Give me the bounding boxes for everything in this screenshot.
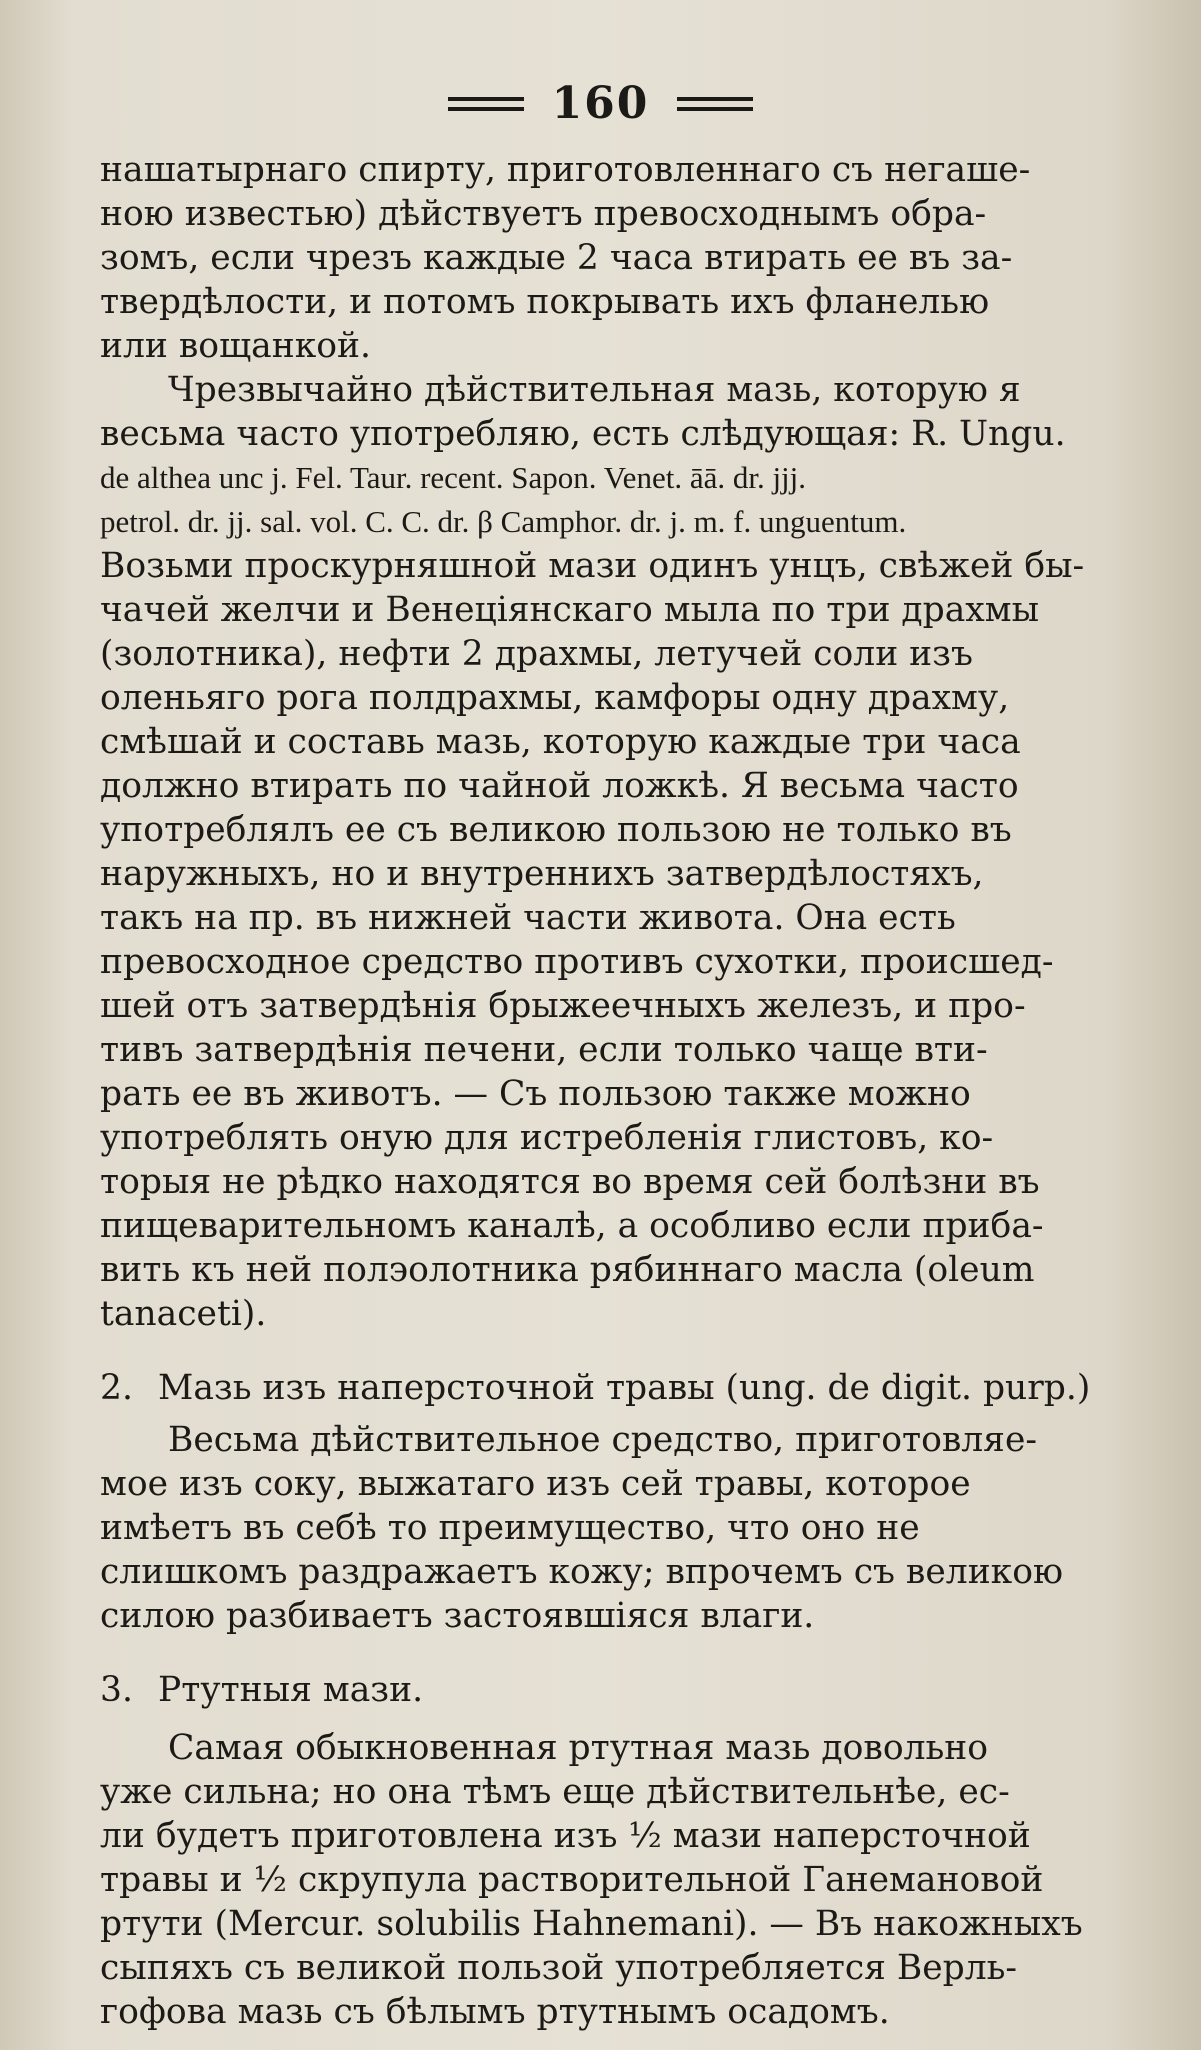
text-line: вить къ ней полэолотника рябиннаго масла (oleum [100, 1250, 1035, 1290]
text-line: Возьми проскурняшной мази одинъ унцъ, свѣжей бы- [100, 546, 1085, 586]
text-line: нашатырнаго спирту, приготовленнаго съ негаше- [100, 150, 1031, 190]
text-line: чачей желчи и Венеціянскаго мыла по три драхмы [100, 590, 1040, 630]
text-line: имѣетъ въ себѣ то преимущество, что оно не [100, 1508, 920, 1548]
section-title: Ртутныя мази. [158, 1670, 424, 1710]
text-line: гофова мазь съ бѣлымъ ртутнымъ осадомъ. [100, 1992, 890, 2032]
section-title: Мазь изъ наперсточной травы (ung. de digit. purp.) [158, 1368, 1091, 1408]
text-line: Самая обыкновенная ртутная мазь довольно [168, 1728, 989, 1768]
header-rule-right [677, 97, 753, 111]
text-line: ли будетъ приготовлена изъ ½ мази наперсточной [100, 1816, 1031, 1856]
text-line: или вощанкой. [100, 326, 371, 366]
text-line: травы и ½ скрупула растворительной Ганемановой [100, 1860, 1044, 1900]
text-line: тивъ затвердѣнія печени, если только чаще вти- [100, 1030, 988, 1070]
header-rule-left [448, 97, 524, 111]
page-body [100, 148, 1175, 2034]
text-line-latin: petrol. dr. jj. sal. vol. C. C. dr. β Camphor. dr. j. m. f. unguentum. [100, 504, 907, 539]
text-line: превосходное средство противъ сухотки, происшед- [100, 942, 1054, 982]
section-number: 3. [100, 1670, 133, 1710]
text-line: слишкомъ раздражаетъ кожу; впрочемъ съ великою [100, 1552, 1064, 1592]
text-line: твердѣлости, и потомъ покрывать ихъ фланелью [100, 282, 990, 322]
text-line: шей отъ затвердѣнія брыжеечныхъ железъ, и про- [100, 986, 1026, 1026]
section-heading-2 [100, 1366, 1175, 1410]
text-line: весьма часто употребляю, есть слѣдующая: R. Ungu. [100, 414, 1066, 454]
text-line: должно втирать по чайной ложкѣ. Я весьма часто [100, 766, 1019, 806]
text-line: ною известью) дѣйствуетъ превосходнымъ обра- [100, 194, 987, 234]
text-line: мое изъ соку, выжатаго изъ сей травы, которое [100, 1464, 971, 1504]
page-number: 160 [551, 78, 650, 129]
text-line: Весьма дѣйствительное средство, приготовляе- [168, 1420, 1038, 1460]
text-line: торыя не рѣдко находятся во время сей болѣзни въ [100, 1162, 1040, 1202]
text-line: сыпяхъ съ великой пользой употребляется Верль- [100, 1948, 1018, 1988]
section-number: 2. [100, 1368, 133, 1408]
paragraph-mercury [100, 1726, 1175, 2034]
text-line: пищеварительномъ каналѣ, а особливо если приба- [100, 1206, 1044, 1246]
text-line: оленьяго рога полдрахмы, камфоры одну драхму, [100, 678, 1010, 718]
text-line: употреблялъ ее съ великою пользою не только въ [100, 810, 1012, 850]
section-heading-3 [100, 1668, 1175, 1712]
text-line: наружныхъ, но и внутреннихъ затвердѣлостяхъ, [100, 854, 984, 894]
text-line: употреблять оную для истребленія глистовъ, ко- [100, 1118, 994, 1158]
page-header [0, 78, 1201, 129]
text-line: зомъ, если чрезъ каждые 2 часа втирать ее въ за- [100, 238, 1013, 278]
text-line: (золотника), нефти 2 драхмы, летучей соли изъ [100, 634, 973, 674]
text-line: рать ее въ животъ. — Съ пользою также можно [100, 1074, 971, 1114]
paragraph-digitalis [100, 1418, 1175, 1638]
text-line: Чрезвычайно дѣйствительная мазь, которую я [168, 370, 1021, 410]
text-line: силою разбиваетъ застоявшіяся влаги. [100, 1596, 815, 1636]
text-line: ртути (Mercur. solubilis Hahnemani). — Въ накожныхъ [100, 1904, 1083, 1944]
text-line: tanaceti). [100, 1294, 267, 1334]
text-line: смѣшай и составь мазь, которую каждые три часа [100, 722, 1021, 762]
paragraph-ointment-recipe [100, 368, 1175, 1336]
text-line-latin: de althea unc j. Fel. Taur. recent. Sapon. Venet. āā. dr. jjj. [100, 460, 807, 495]
text-line: уже сильна; но она тѣмъ еще дѣйствительнѣе, ес- [100, 1772, 1010, 1812]
text-line: такъ на пр. въ нижней части живота. Она есть [100, 898, 956, 938]
paragraph-continuation [100, 148, 1175, 368]
